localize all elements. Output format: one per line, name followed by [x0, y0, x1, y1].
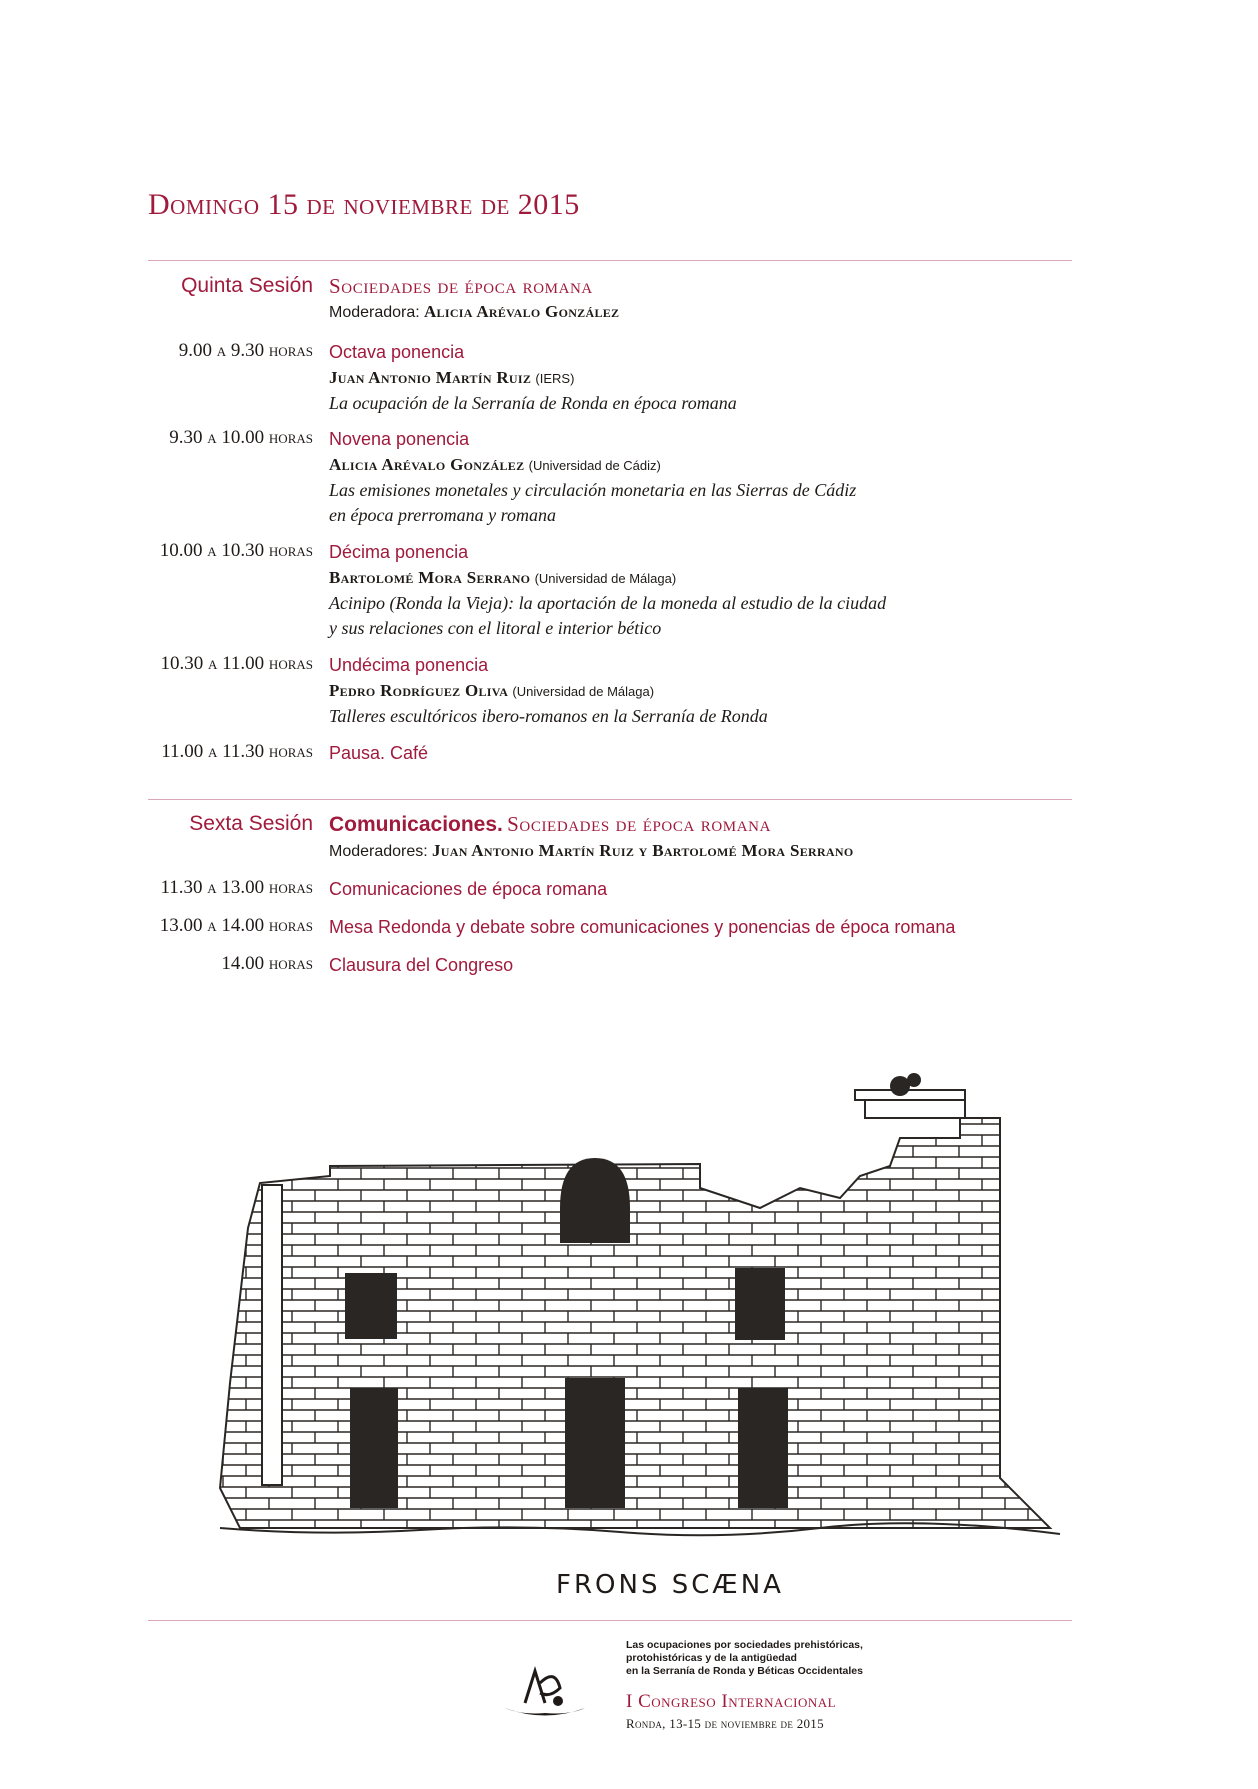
- speaker-affiliation: (Universidad de Málaga): [534, 571, 677, 586]
- session-heading: Sociedades de época romana: [329, 274, 593, 298]
- schedule-label: Clausura del Congreso: [329, 955, 514, 975]
- moderator-name: Alicia Arévalo González: [423, 302, 620, 321]
- footer-line: protohistóricas y de la antigüedad: [626, 1652, 797, 1664]
- ruins-illustration: [200, 1058, 1070, 1598]
- footer-line: Las ocupaciones por sociedades prehistóricas,: [626, 1639, 863, 1651]
- pause-label: Pausa. Café: [329, 743, 429, 763]
- illustration-caption: FRONS SCÆNA: [556, 1570, 784, 1598]
- talk-time: 9.00 a 9.30 horas: [178, 340, 313, 361]
- congress-logo-icon: [500, 1663, 590, 1723]
- schedule-time: 13.00 a 14.00 horas: [159, 915, 313, 936]
- divider: [148, 260, 1072, 261]
- schedule-label: Comunicaciones de época romana: [329, 879, 608, 899]
- talk-time: 10.30 a 11.00 horas: [160, 653, 313, 674]
- schedule-label: Mesa Redonda y debate sobre comunicaciones y ponencias de época romana: [329, 917, 956, 937]
- speaker-name: Alicia Arévalo González: [329, 455, 525, 474]
- speaker-affiliation: (Universidad de Málaga): [512, 684, 655, 699]
- schedule-time: 11.30 a 13.00 horas: [160, 877, 313, 898]
- talk-title: Las emisiones monetales y circulación monetaria en las Sierras de Cádiz: [329, 480, 857, 500]
- session-heading-bold: Comunicaciones.: [329, 813, 503, 836]
- talk-title: La ocupación de la Serranía de Ronda en época romana: [329, 393, 737, 413]
- talk-title: en época prerromana y romana: [329, 505, 556, 525]
- speaker-name: Pedro Rodríguez Oliva: [329, 681, 509, 700]
- moderator-name: Juan Antonio Martín Ruiz y Bartolomé Mora Serrano: [431, 841, 854, 860]
- talk-title: Acinipo (Ronda la Vieja): la aportación de la moneda al estudio de la ciudad: [329, 593, 887, 613]
- footer-line: en la Serranía de Ronda y Béticas Occidentales: [626, 1665, 863, 1677]
- speaker-affiliation: (Universidad de Cádiz): [528, 458, 661, 473]
- congress-date: Ronda, 13-15 de noviembre de 2015: [626, 1716, 824, 1731]
- talk-time: 9.30 a 10.00 horas: [169, 427, 313, 448]
- session-heading: Sociedades de época romana: [507, 812, 772, 836]
- session-label: Quinta Sesión: [181, 274, 313, 297]
- page-title: Domingo 15 de noviembre de 2015: [148, 188, 580, 221]
- pause-time: 11.00 a 11.30 horas: [161, 741, 313, 762]
- speaker-affiliation: (IERS): [535, 371, 575, 386]
- speaker-name: Juan Antonio Martín Ruiz: [329, 368, 532, 387]
- divider: [148, 799, 1072, 800]
- talk-title: y sus relaciones con el litoral e interior bético: [329, 618, 662, 638]
- divider: [148, 1620, 1072, 1621]
- talk-label: Undécima ponencia: [329, 655, 489, 675]
- congress-title: I Congreso Internacional: [626, 1691, 837, 1712]
- talk-label: Décima ponencia: [329, 542, 469, 562]
- talk-title: Talleres escultóricos ibero-romanos en la Serranía de Ronda: [329, 706, 768, 726]
- speaker-name: Bartolomé Mora Serrano: [329, 568, 531, 587]
- moderator-prefix: Moderadora:: [329, 304, 420, 321]
- talk-label: Novena ponencia: [329, 429, 470, 449]
- talk-label: Octava ponencia: [329, 342, 465, 362]
- talk-time: 10.00 a 10.30 horas: [159, 540, 313, 561]
- moderator-prefix: Moderadores:: [329, 843, 428, 860]
- schedule-time: 14.00 horas: [221, 953, 313, 974]
- session-label: Sexta Sesión: [189, 812, 313, 835]
